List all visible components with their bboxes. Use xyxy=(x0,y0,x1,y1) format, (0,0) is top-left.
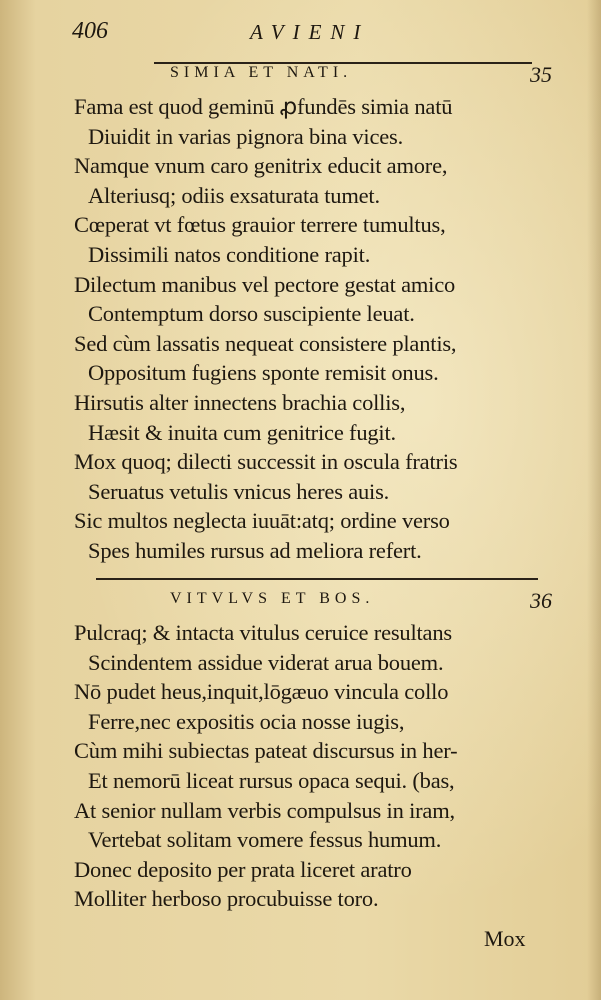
verse-line: Molliter herboso procubuisse toro. xyxy=(74,886,379,912)
fable-number: 36 xyxy=(530,588,552,613)
verse-list xyxy=(74,92,574,566)
verse-line: Hæsit & inuita cum genitrice fugit. xyxy=(88,419,396,445)
fable-section-35 xyxy=(74,64,574,566)
verse-line: Nō pudet heus,inquit,lōgæuo vincula collo xyxy=(74,679,449,705)
fable-number: 35 xyxy=(530,62,552,87)
verse-list xyxy=(74,618,574,914)
running-head: AVIENI xyxy=(250,20,370,44)
section-divider xyxy=(96,578,538,580)
verse-line: Donec deposito per prata liceret aratro xyxy=(74,856,412,882)
verse-line: Seruatus vetulis vnicus heres auis. xyxy=(88,478,390,504)
fable-heading xyxy=(74,590,574,616)
verse-line: Diuidit in varias pignora bina vices. xyxy=(88,123,404,149)
verse-line: Dilectum manibus vel pectore gestat amico xyxy=(74,271,456,297)
verse-line: Vertebat solitam vomere fessus humum. xyxy=(88,827,442,853)
verse-line: Ferre,nec expositis ocia nosse iugis, xyxy=(88,708,405,734)
fable-title: SIMIA ET NATI. xyxy=(170,64,353,81)
verse-line: Dissimili natos conditione rapit. xyxy=(88,241,371,267)
verse-line: Namque vnum caro genitrix educit amore, xyxy=(74,153,448,179)
verse-line: Pulcraq; & intacta vitulus ceruice resultans xyxy=(74,620,452,645)
verse-line: Contemptum dorso suscipiente leuat. xyxy=(88,301,415,327)
catchword: Mox xyxy=(484,926,526,951)
page-number: 406 xyxy=(72,18,108,44)
verse-line: Spes humiles rursus ad meliora refert. xyxy=(88,537,422,563)
verse-line: Cùm mihi subiectas pateat discursus in her- xyxy=(74,738,458,764)
fable-section-36 xyxy=(74,590,574,914)
verse-line: Cœperat vt fœtus grauior terrere tumultus, xyxy=(74,212,446,238)
verse-line: At senior nullam verbis compulsus in iram, xyxy=(74,797,455,823)
page-header xyxy=(72,14,562,44)
verse-line: Mox quoq; dilecti successit in oscula fratris xyxy=(74,449,458,475)
fable-heading xyxy=(74,64,574,90)
verse-line: Oppositum fugiens sponte remisit onus. xyxy=(88,360,439,386)
verse-line: Et nemorū liceat rursus opaca sequi. (bas, xyxy=(88,767,455,793)
verse-line: Sed cùm lassatis nequeat consistere plantis, xyxy=(74,330,457,356)
fable-title: VITVLVS ET BOS. xyxy=(170,590,375,607)
verse-line: Scindentem assidue viderat arua bouem. xyxy=(88,649,444,675)
verse-line: Sic multos neglecta iuuāt:atq; ordine verso xyxy=(74,508,450,534)
verse-line: Hirsutis alter innectens brachia collis, xyxy=(74,389,406,415)
verse-line: Fama est quod geminū ꝓfundēs simia natū xyxy=(74,94,453,119)
verse-line: Alteriusq; odiis exsaturata tumet. xyxy=(88,182,380,208)
